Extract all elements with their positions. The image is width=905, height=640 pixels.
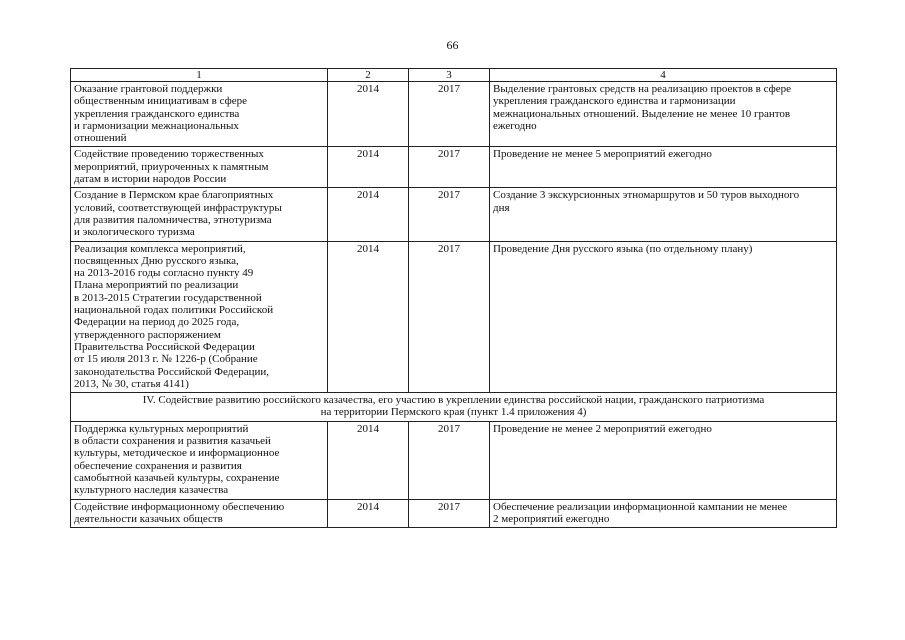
- result-cell: Проведение не менее 2 мероприятий ежегодно: [490, 421, 837, 499]
- start-year-cell: 2014: [328, 499, 409, 528]
- result-cell: Обеспечение реализации информационной кампании не менее 2 мероприятий ежегодно: [490, 499, 837, 528]
- column-number-row: [71, 69, 837, 82]
- start-year-cell: 2014: [328, 147, 409, 188]
- result-cell: Создание 3 экскурсионных этномаршрутов и 50 туров выходного дня: [490, 188, 837, 241]
- section-heading-row: [71, 393, 837, 422]
- end-year-cell: 2017: [409, 188, 490, 241]
- result-cell: Проведение Дня русского языка (по отдельному плану): [490, 241, 837, 393]
- activity-cell: Оказание грантовой поддержки общественным инициативам в сфере укрепления гражданского единства и гармонизации межнациональных отношений: [71, 82, 328, 147]
- page-number: 66: [446, 38, 459, 52]
- table-row: [71, 147, 837, 188]
- activity-cell: Реализация комплекса мероприятий, посвященных Дню русского языка, на 2013-2016 годы согласно пункту 49 Плана мероприятий по реализации в 2013-2015 Стратегии государственной национальной годах политики Российской Федерации на период до 2025 года, утвержденного распоряжением Правительства Российской Федерации от 15 июля 2013 г. № 1226-р (Собрание законодательства Российской Федерации, 2013, № 30, статья 4141): [71, 241, 328, 393]
- end-year-cell: 2017: [409, 147, 490, 188]
- table-row: [71, 241, 837, 393]
- start-year-cell: 2014: [328, 241, 409, 393]
- result-cell: Проведение не менее 5 мероприятий ежегодно: [490, 147, 837, 188]
- activity-cell: Содействие проведению торжественных мероприятий, приуроченных к памятным датам в истории народов России: [71, 147, 328, 188]
- table-row: [71, 82, 837, 147]
- activity-cell: Содействие информационному обеспечению деятельности казачьих обществ: [71, 499, 328, 528]
- section-title: IV. Содействие развитию российского казачества, его участию в укреплении единства российской нации, гражданского патриотизма на территории Пермского края (пункт 1.4 приложения 4): [71, 393, 837, 422]
- plan-table: [70, 68, 837, 528]
- start-year-cell: 2014: [328, 82, 409, 147]
- end-year-cell: 2017: [409, 82, 490, 147]
- table-row: [71, 421, 837, 499]
- column-number-4: 4: [490, 69, 837, 82]
- column-number-1: 1: [71, 69, 328, 82]
- end-year-cell: 2017: [409, 421, 490, 499]
- table-row: [71, 499, 837, 528]
- result-cell: Выделение грантовых средств на реализацию проектов в сфере укрепления гражданского единства и гармонизации межнациональных отношений. Выделение не менее 10 грантов ежегодно: [490, 82, 837, 147]
- activity-cell: Создание в Пермском крае благоприятных условий, соответствующей инфраструктуры для развития паломничества, этнотуризма и экологического туризма: [71, 188, 328, 241]
- start-year-cell: 2014: [328, 421, 409, 499]
- activity-cell: Поддержка культурных мероприятий в области сохранения и развития казачьей культуры, методическое и информационное обеспечение сохранения и развития самобытной казачьей культуры, сохранение культурного наследия казачества: [71, 421, 328, 499]
- column-number-2: 2: [328, 69, 409, 82]
- column-number-3: 3: [409, 69, 490, 82]
- table-row: [71, 188, 837, 241]
- start-year-cell: 2014: [328, 188, 409, 241]
- end-year-cell: 2017: [409, 499, 490, 528]
- end-year-cell: 2017: [409, 241, 490, 393]
